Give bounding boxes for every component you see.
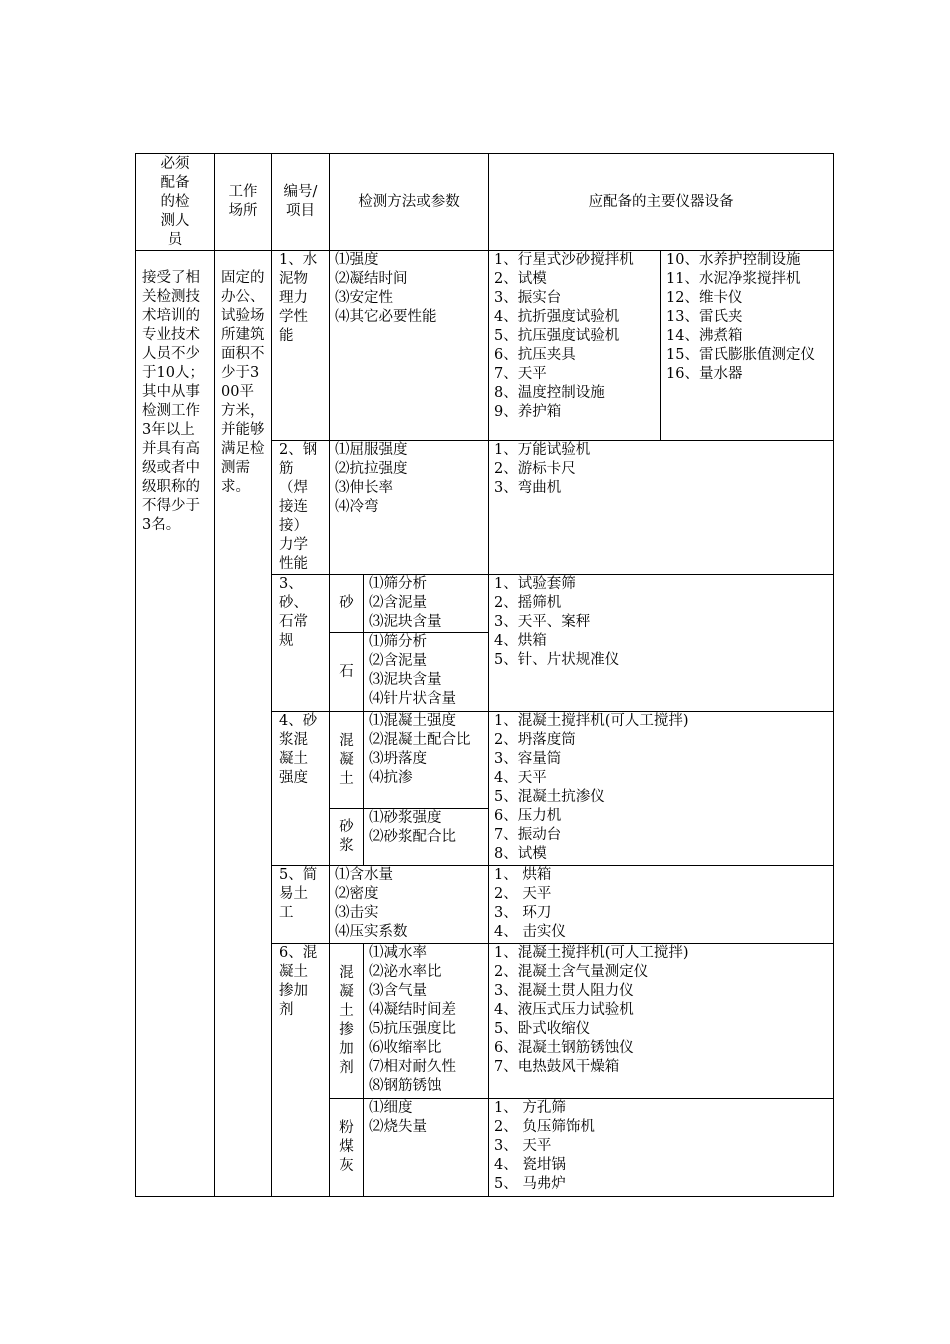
- item-sand-stone: 3、砂、石常规: [272, 575, 330, 712]
- row-cement: [136, 251, 834, 441]
- methods-admixture: ⑴减水率 ⑵泌水率比 ⑶含气量 ⑷凝结时间差 ⑸抗压强度比 ⑹收缩率比 ⑺相对耐久性 ⑻钢筋锈蚀: [364, 944, 489, 1099]
- equipment-mortar-concrete: 1、混凝土搅拌机(可人工搅拌) 2、坍落度筒 3、容量筒 4、天平 5、混凝土抗渗仪 6、压力机 7、振动台 8、试模: [489, 712, 834, 866]
- item-admixture: 6、混凝土掺加剂: [272, 944, 330, 1197]
- header-personnel: 必须配备的检测人员: [136, 154, 215, 251]
- equipment-admixture: 1、混凝土搅拌机(可人工搅拌) 2、混凝土含气量测定仪 3、混凝土贯人阻力仪 4、液压式压力试验机 5、卧式收缩仪 6、混凝土钢筋锈蚀仪 7、电热鼓风干燥箱: [489, 944, 834, 1099]
- methods-sand: ⑴筛分析 ⑵含泥量 ⑶泥块含量: [364, 575, 489, 633]
- equipment-soil: 1、 烘箱 2、 天平 3、 环刀 4、 击实仪: [489, 866, 834, 944]
- sub-fly-ash: 粉煤灰: [330, 1099, 364, 1197]
- sub-mortar: 砂浆: [330, 809, 364, 866]
- equipment-cement-b: 10、水养护控制设施 11、水泥净浆搅拌机 12、维卡仪 13、雷氏夹 14、沸煮箱 15、雷氏膨胀值测定仪 16、量水器: [661, 251, 834, 441]
- equipment-rebar: 1、万能试验机 2、游标卡尺 3、弯曲机: [489, 441, 834, 575]
- personnel-requirement: 接受了相关检测技术培训的专业技术人员不少于10人；其中从事检测工作3年以上并具有高级或者中级职称的不得少于3名。: [136, 251, 215, 1197]
- sub-sand: 砂: [330, 575, 364, 633]
- header-equipment: 应配备的主要仪器设备: [489, 154, 834, 251]
- item-cement: 1、水泥物理力学性能: [272, 251, 330, 441]
- methods-fly-ash: ⑴细度 ⑵烧失量: [364, 1099, 489, 1197]
- equipment-requirements-table: [135, 153, 834, 1197]
- methods-cement: ⑴强度 ⑵凝结时间 ⑶安定性 ⑷其它必要性能: [330, 251, 489, 441]
- header-number: 编号/项目: [272, 154, 330, 251]
- equipment-sand-stone: 1、试验套筛 2、摇筛机 3、天平、案秤 4、烘箱 5、针、片状规准仪: [489, 575, 834, 712]
- sub-stone: 石: [330, 633, 364, 712]
- equipment-cement-a: 1、行星式沙砂搅拌机 2、试模 3、振实台 4、抗折强度试验机 5、抗压强度试验机 6、抗压夹具 7、天平 8、温度控制设施 9、养护箱: [489, 251, 661, 441]
- item-rebar: 2、钢筋（焊接连接）力学性能: [272, 441, 330, 575]
- item-soil: 5、简易土工: [272, 866, 330, 944]
- item-mortar-concrete: 4、砂浆混凝土强度: [272, 712, 330, 866]
- venue-requirement: 固定的办公、试验场所建筑面积不少于300平方米，并能够满足检测需求。: [215, 251, 272, 1197]
- header-venue: 工作场所: [215, 154, 272, 251]
- equipment-fly-ash: 1、 方孔筛 2、 负压筛饰机 3、 天平 4、 瓷坩锅 5、 马弗炉: [489, 1099, 834, 1197]
- methods-concrete: ⑴混凝土强度 ⑵混凝土配合比 ⑶坍落度 ⑷抗渗: [364, 712, 489, 809]
- header-row: [136, 154, 834, 251]
- methods-rebar: ⑴屈服强度 ⑵抗拉强度 ⑶伸长率 ⑷冷弯: [330, 441, 489, 575]
- methods-mortar: ⑴砂浆强度 ⑵砂浆配合比: [364, 809, 489, 866]
- sub-concrete: 混凝土: [330, 712, 364, 809]
- methods-stone: ⑴筛分析 ⑵含泥量 ⑶泥块含量 ⑷针片状含量: [364, 633, 489, 712]
- methods-soil: ⑴含水量 ⑵密度 ⑶击实 ⑷压实系数: [330, 866, 489, 944]
- header-method: 检测方法或参数: [330, 154, 489, 251]
- sub-admixture: 混凝土掺加剂: [330, 944, 364, 1099]
